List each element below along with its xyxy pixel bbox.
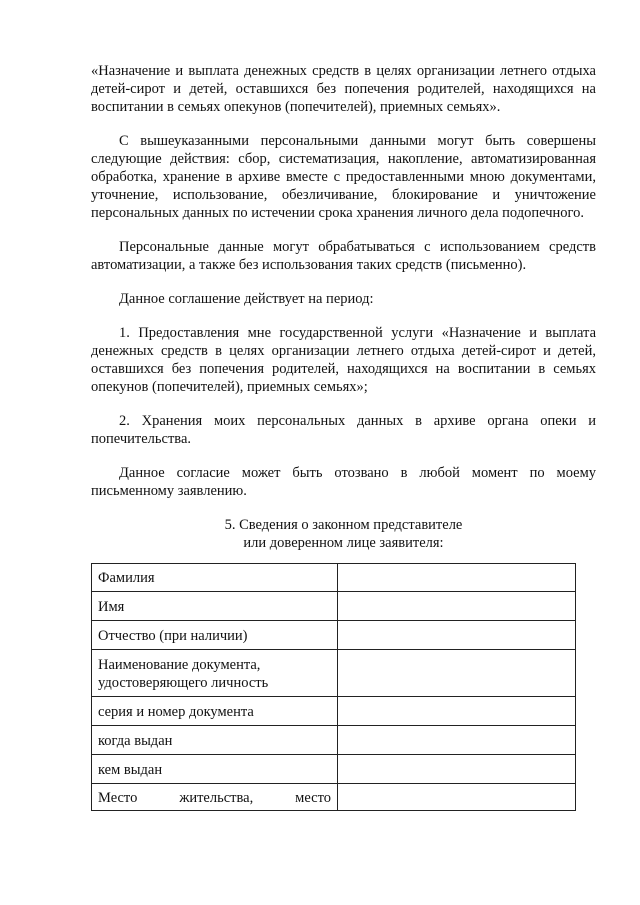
paragraph-period-item-2: 2. Хранения моих персональных данных в архиве органа опеки и попечительства. xyxy=(91,413,596,447)
section-title xyxy=(91,516,596,552)
row-value-doc-number[interactable] xyxy=(338,697,576,726)
row-value-issue-date[interactable] xyxy=(338,726,576,755)
paragraph-period-item-1: 1. Предоставления мне государственной услуги «Назначение и выплата денежных средств в целях организации летнего отдыха детей-сирот и детей, оставшихся без попечения родителей, находящихся на воспитании в семьях опекунов (попечителей), приемных семьях»; xyxy=(91,325,596,395)
row-value-patronymic[interactable] xyxy=(338,621,576,650)
row-label-surname: Фамилия xyxy=(92,564,338,592)
section-title-line-1: 5. Сведения о законном представителе xyxy=(224,517,463,533)
row-value-id-document[interactable] xyxy=(338,650,576,697)
paragraph-processing: Персональные данные могут обрабатываться с использованием средств автоматизации, а также без использования таких средств (письменно). xyxy=(91,239,596,273)
table-row xyxy=(92,650,576,697)
section-title-line-2: или доверенном лице заявителя: xyxy=(243,535,444,551)
paragraph-service-name: «Назначение и выплата денежных средств в целях организации летнего отдыха детей-сирот и детей, оставшихся без попечения родителей, находящихся на воспитании в семьях опекунов (попечителей), приемных семьях». xyxy=(91,63,596,115)
paragraph-actions: С вышеуказанными персональными данными могут быть совершены следующие действия: сбор, систематизация, накопление, автоматизированная обработка, хранение в архиве вместе с предоставленными мною документами, уточнение, использование, обезличивание, блокирование и уничтожение персональных данных по истечении срока хранения личного дела подопечного. xyxy=(91,133,596,221)
table-row xyxy=(92,592,576,621)
document-page xyxy=(91,62,596,811)
row-label-issue-date: когда выдан xyxy=(92,726,338,755)
row-label-doc-number: серия и номер документа xyxy=(92,697,338,726)
table-row xyxy=(92,784,576,811)
row-label-residence: Место жительства, место xyxy=(92,784,338,811)
row-value-issued-by[interactable] xyxy=(338,755,576,784)
table-row xyxy=(92,621,576,650)
row-value-name[interactable] xyxy=(338,592,576,621)
row-label-id-document: Наименование документа, удостоверяющего личность xyxy=(92,650,338,697)
row-label-patronymic: Отчество (при наличии) xyxy=(92,621,338,650)
table-row xyxy=(92,697,576,726)
row-label-issued-by: кем выдан xyxy=(92,755,338,784)
row-value-residence[interactable] xyxy=(338,784,576,811)
table-row xyxy=(92,564,576,592)
representative-info-table xyxy=(91,563,576,811)
paragraph-revocation: Данное согласие может быть отозвано в любой момент по моему письменному заявлению. xyxy=(91,465,596,499)
table-row xyxy=(92,755,576,784)
row-label-name: Имя xyxy=(92,592,338,621)
paragraph-period: Данное соглашение действует на период: xyxy=(119,291,374,307)
table-row xyxy=(92,726,576,755)
row-value-surname[interactable] xyxy=(338,564,576,592)
